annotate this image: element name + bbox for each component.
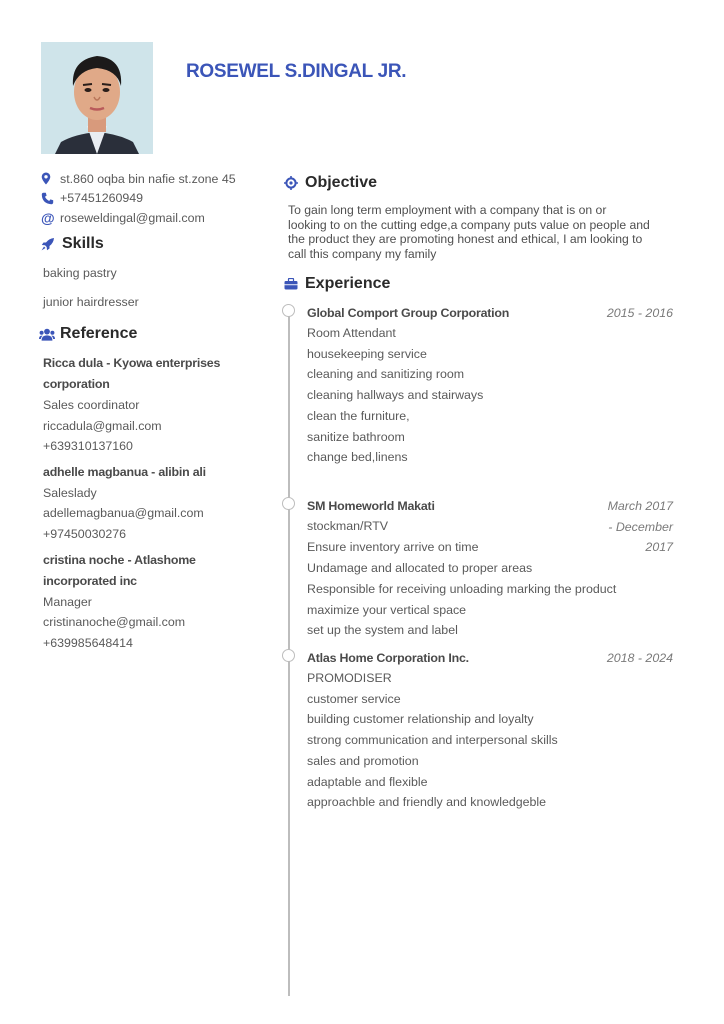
reference-role: Saleslady xyxy=(43,485,97,500)
timeline-dot xyxy=(282,304,295,317)
objective-line: To gain long term employment with a company that is on or xyxy=(288,203,607,217)
reference-email: riccadula@gmail.com xyxy=(43,418,162,433)
reference-email: adellemagbanua@gmail.com xyxy=(43,506,204,521)
rocket-icon xyxy=(41,237,62,251)
job-line: change bed,linens xyxy=(307,450,408,465)
objective-heading xyxy=(284,174,377,192)
experience-heading xyxy=(284,275,390,293)
reference-item xyxy=(43,462,263,545)
address-row xyxy=(41,169,266,189)
job-line: building customer relationship and loyalty xyxy=(307,712,534,727)
reference-role: Manager xyxy=(43,594,92,609)
job-line: cleaning hallways and stairways xyxy=(307,388,484,403)
job-line: sanitize bathroom xyxy=(307,429,405,444)
job-date: 2015 - 2016 xyxy=(606,306,673,320)
job-entry xyxy=(307,303,673,468)
address-text: st.860 oqba bin nafie st.zone 45 xyxy=(60,171,236,186)
job-company: Atlas Home Corporation Inc. xyxy=(307,651,469,665)
job-line: customer service xyxy=(307,691,401,706)
phone-text: +57451260949 xyxy=(60,191,144,206)
avatar xyxy=(41,42,153,154)
reference-phone: +639985648414 xyxy=(43,635,133,650)
job-date-line: - December xyxy=(608,519,673,534)
reference-title: Reference xyxy=(60,325,138,342)
at-sign-icon: @ xyxy=(41,209,55,226)
experience-title: Experience xyxy=(305,275,391,292)
skill-item: baking pastry xyxy=(43,266,117,280)
job-line: housekeeping service xyxy=(307,346,427,361)
phone-row xyxy=(41,189,266,209)
reference-role: Sales coordinator xyxy=(43,398,140,412)
timeline-dot xyxy=(282,649,295,662)
job-line: maximize your vertical space xyxy=(307,602,467,617)
skills-title: Skills xyxy=(62,235,104,252)
reference-item xyxy=(43,353,263,457)
reference-name: cristina noche - Atlashome xyxy=(43,552,196,567)
job-line: Responsible for receiving unloading marking the product xyxy=(307,581,617,596)
reference-name: incorporated inc xyxy=(43,573,137,588)
job-line: clean the furniture, xyxy=(307,408,410,423)
users-icon xyxy=(39,328,60,341)
objective-title: Objective xyxy=(305,174,378,191)
job-line: set up the system and label xyxy=(307,623,458,638)
reference-heading xyxy=(39,325,137,343)
job-line: PROMODISER xyxy=(307,671,392,685)
skills-heading xyxy=(41,235,104,253)
reference-name: adhelle magbanua - alibin ali xyxy=(43,464,206,479)
job-line: sales and promotion xyxy=(307,753,419,768)
job-line: Undamage and allocated to proper areas xyxy=(307,561,533,576)
job-line: cleaning and sanitizing room xyxy=(307,367,465,382)
profile-photo xyxy=(41,42,153,154)
reference-name: corporation xyxy=(43,377,110,391)
reference-item xyxy=(43,550,263,654)
job-company: Global Comport Group Corporation xyxy=(307,306,510,320)
phone-icon xyxy=(41,191,60,205)
objective-text xyxy=(288,203,680,261)
job-line: adaptable and flexible xyxy=(307,774,428,789)
briefcase-icon xyxy=(284,278,305,290)
skill-item: junior hairdresser xyxy=(43,295,139,309)
job-line: strong communication and interpersonal skills xyxy=(307,733,558,748)
reference-phone: +97450030276 xyxy=(43,526,127,541)
job-company: SM Homeworld Makati xyxy=(307,499,435,513)
reference-phone: +639310137160 xyxy=(43,439,133,454)
job-date: 2018 - 2024 xyxy=(606,651,673,665)
objective-line: call this company my family xyxy=(288,246,437,261)
skills-list xyxy=(43,264,139,322)
job-date-line: March 2017 xyxy=(607,499,673,513)
job-date-line: 2017 xyxy=(645,540,673,555)
job-entry xyxy=(307,648,673,813)
reference-list xyxy=(43,353,263,658)
job-line: stockman/RTV xyxy=(307,519,389,533)
crosshair-icon xyxy=(284,176,305,190)
job-entry xyxy=(307,496,673,641)
timeline-dot xyxy=(282,497,295,510)
location-pin-icon xyxy=(41,172,60,186)
job-line: approachble and friendly and knowledgeble xyxy=(307,795,547,810)
objective-line: looking to on the cutting edge,a company puts value on people and xyxy=(288,217,650,232)
job-date xyxy=(608,496,673,558)
reference-name: Ricca dula - Kyowa enterprises xyxy=(43,356,221,370)
email-text: roseweldingal@gmail.com xyxy=(60,210,205,225)
job-line: Ensure inventory arrive on time xyxy=(307,539,479,554)
job-line: Room Attendant xyxy=(307,326,396,340)
reference-email: cristinanoche@gmail.com xyxy=(43,615,186,630)
contact-info xyxy=(41,169,266,228)
full-name: ROSEWEL S.DINGAL JR. xyxy=(186,61,407,82)
email-row xyxy=(41,208,266,228)
objective-line: the product they are promoting honest and ethical, I am looking to xyxy=(288,232,643,247)
